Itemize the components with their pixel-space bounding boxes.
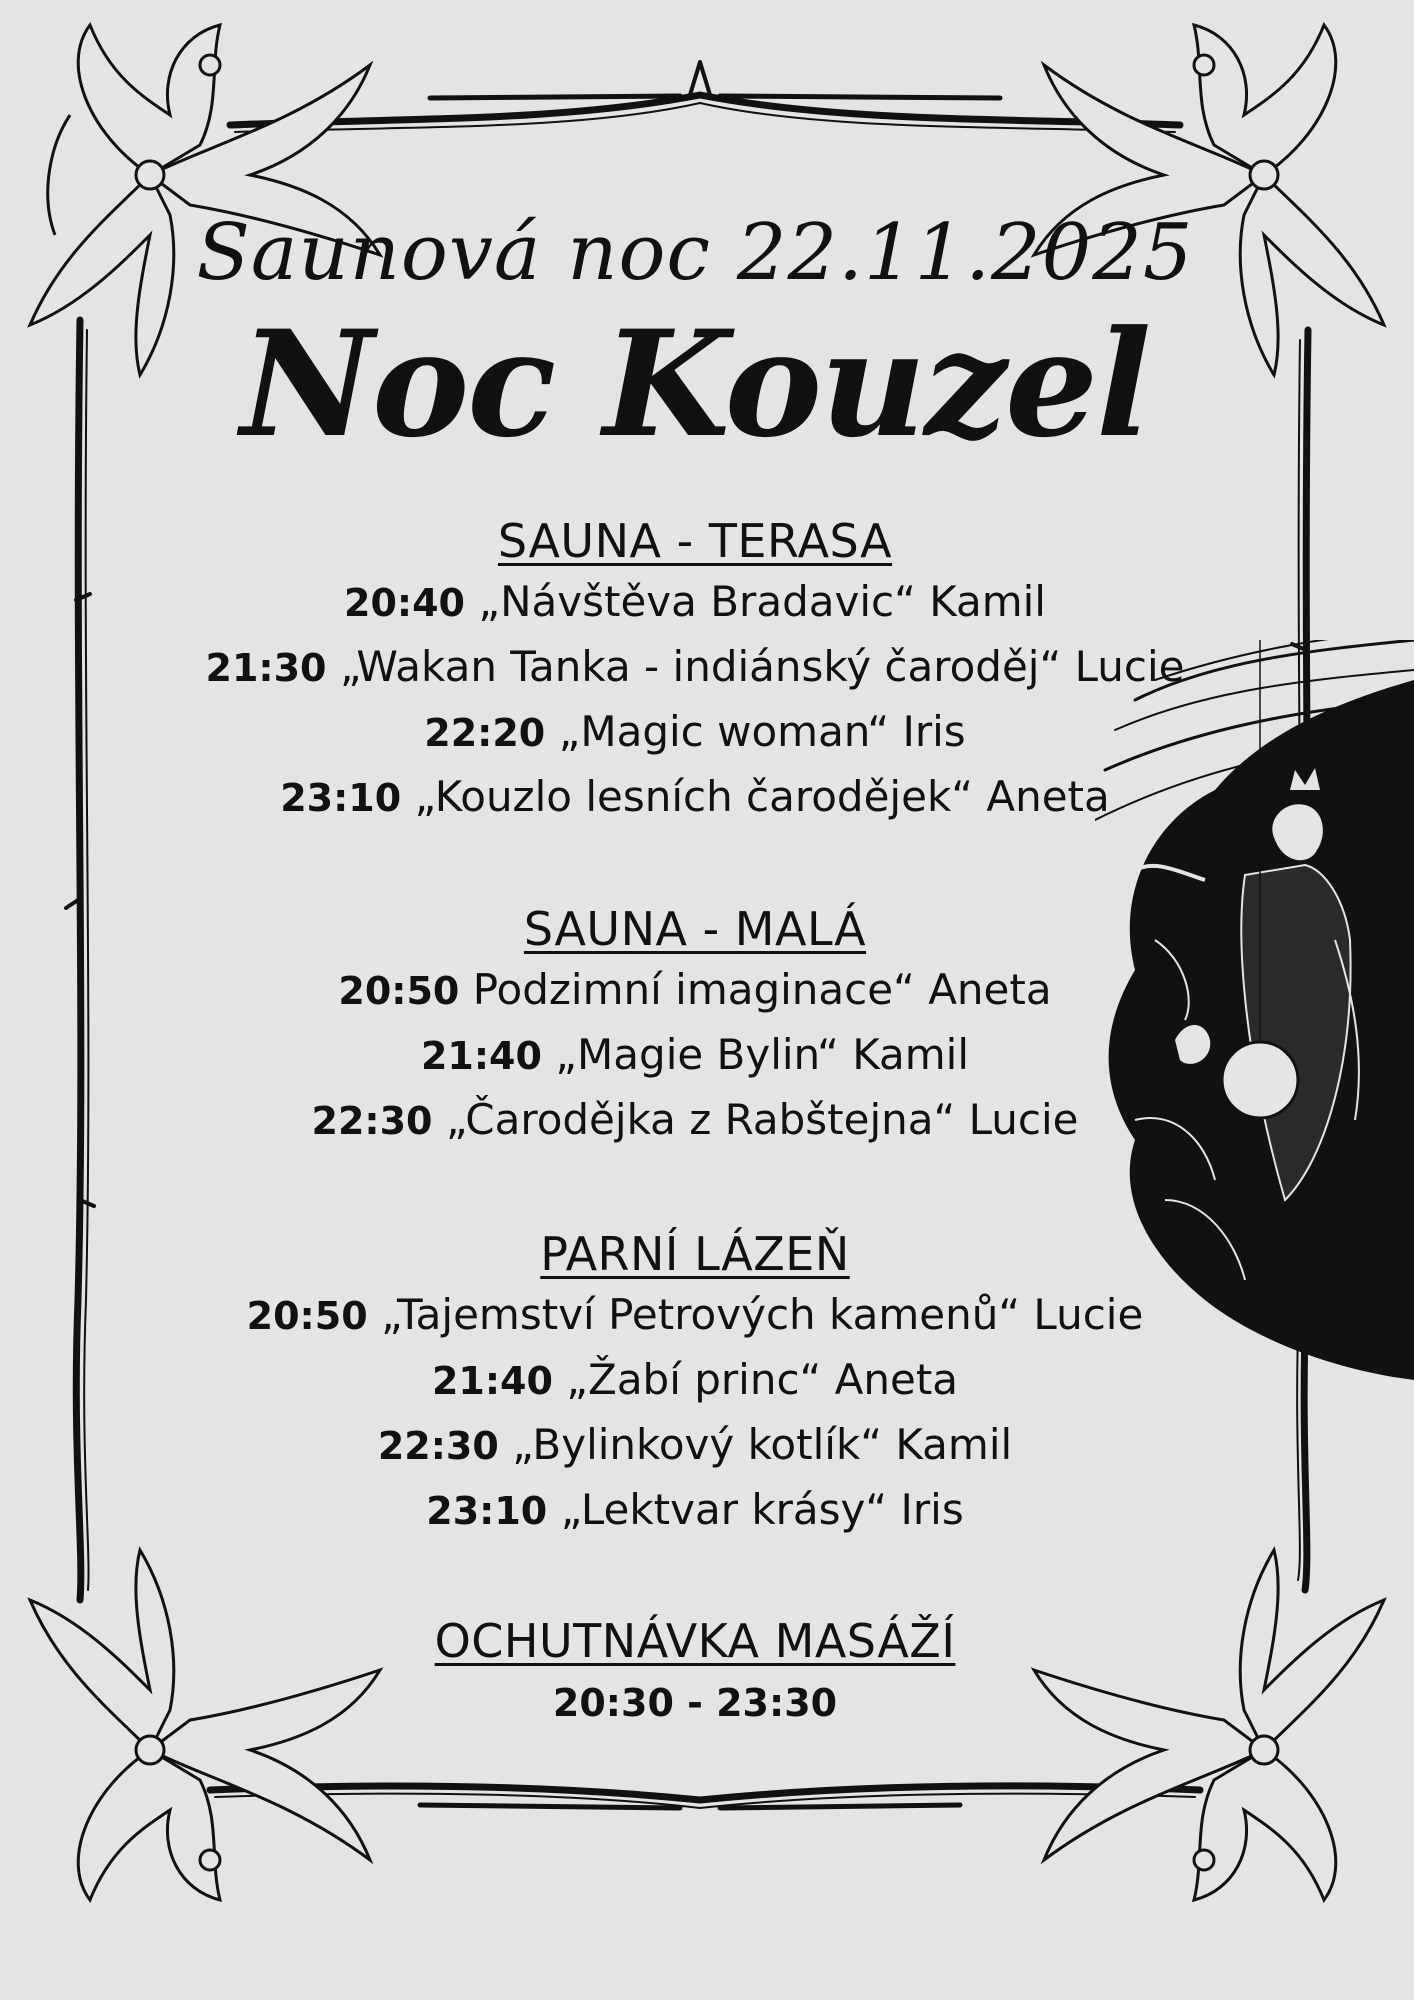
program-time: 20:50	[246, 1294, 368, 1338]
program-time: 21:40	[420, 1034, 542, 1078]
section-ochutnavka-masazi	[150, 1612, 1240, 1735]
section-heading: PARNÍ LÁZEŇ	[540, 1227, 850, 1281]
section-sauna-mala	[150, 900, 1240, 1153]
program-text: „Čarodějka z Rabštejna“ Lucie	[445, 1095, 1079, 1144]
program-time: 22:30	[377, 1424, 499, 1468]
program-time: 21:40	[431, 1359, 553, 1403]
program-time: 23:10	[426, 1489, 548, 1533]
section-heading: SAUNA - MALÁ	[523, 902, 867, 956]
program-text: „Magic woman“ Iris	[558, 707, 966, 756]
program-text: „Tajemství Petrových kamenů“ Lucie	[381, 1290, 1144, 1339]
program-text: Podzimní imaginace“ Aneta	[472, 965, 1052, 1014]
program-item	[150, 1478, 1240, 1543]
program-time: 20:40	[344, 581, 465, 625]
event-date-subtitle: Saunová noc 22.11.2025	[196, 208, 1194, 298]
program-item	[150, 1348, 1240, 1413]
program-time: 20:30 - 23:30	[552, 1681, 838, 1725]
program-text: „Wakan Tanka - indiánský čaroděj“ Lucie	[339, 642, 1185, 691]
program-item	[150, 1088, 1240, 1153]
program-list	[150, 1283, 1240, 1543]
program-list	[150, 570, 1240, 830]
program-item	[150, 635, 1240, 700]
program-text: „Magie Bylin“ Kamil	[555, 1030, 970, 1079]
program-text: „Žabí princ“ Aneta	[566, 1355, 959, 1404]
program-list	[150, 1670, 1240, 1735]
program-text: „Návštěva Bradavic“ Kamil	[478, 577, 1046, 626]
section-parni-lazen	[150, 1225, 1240, 1543]
section-sauna-terasa	[150, 512, 1240, 830]
program-item	[150, 1670, 1240, 1735]
program-text: „Bylinkový kotlík“ Kamil	[512, 1420, 1013, 1469]
program-item	[150, 958, 1240, 1023]
program-item	[150, 1023, 1240, 1088]
program-time: 20:50	[338, 969, 460, 1013]
program-item	[150, 700, 1240, 765]
program-time: 23:10	[280, 776, 402, 820]
section-heading: SAUNA - TERASA	[497, 514, 893, 568]
program-item	[150, 1283, 1240, 1348]
program-time: 21:30	[205, 646, 327, 690]
section-heading: OCHUTNÁVKA MASÁŽÍ	[434, 1614, 956, 1668]
program-text: „Kouzlo lesních čarodějek“ Aneta	[414, 772, 1110, 821]
program-time: 22:30	[311, 1099, 433, 1143]
event-title: Noc Kouzel	[240, 299, 1150, 470]
program-item	[150, 765, 1240, 830]
program-time: 22:20	[424, 711, 546, 755]
program-item	[150, 1413, 1240, 1478]
program-list	[150, 958, 1240, 1153]
program-item	[150, 570, 1240, 635]
program-text: „Lektvar krásy“ Iris	[560, 1485, 964, 1534]
